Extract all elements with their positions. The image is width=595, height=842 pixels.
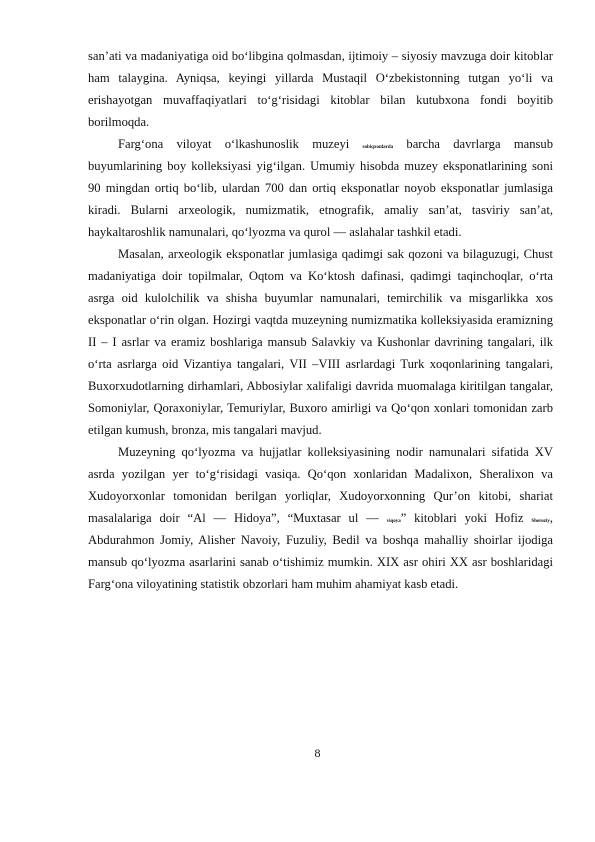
- paragraph-1: san’ati va madaniyatiga oid bo‘libgina qolmasdan, ijtimoiy – siyosiy mavzuga doir kitoblar ham talaygina. Ayniqsa, keyingi yillarda Mustaqil O‘zbekistonning tutgan yo‘li va erishayotgan muvaffaqiyatlari to‘g‘risidagi kitoblar bilan kutubxona fondi boyitib borilmoqda.: [88, 49, 553, 129]
- page-body: [88, 45, 553, 595]
- paragraph-2-text-a: Farg‘ona viloyat o‘lkashunoslik muzeyi: [118, 137, 363, 151]
- paragraph-4-text-a: Muzeyning qo‘lyozma va hujjatlar kolleksiyasining nodir namunalari sifatida XV asrda yozilgan yer to‘g‘risidagi vasiqa. Qo‘qon xonlaridan Madalixon, Sheralixon va Xudoyorxonlar tomonidan berilgan yorliqlar, Xudoyorxonning Qur’on kitobi, shariat masalalariga doir “Al — Hidoya”, “Muxtasar ul —: [88, 445, 553, 525]
- paragraph-4-small-word-2: Sheroziy: [531, 519, 550, 524]
- paragraph-2-text-b: barcha davrlarga mansub buyumlarining boy kolleksiyasi yig‘ilgan. Umumiy hisobda muzey eksponatlarining soni 90 mingdan ortiq bo‘lib, ulardan 700 dan ortiq eksponatlar noyob eksponatlar jumlasiga kiradi. Bularni arxeologik, numizmatik, etnografik, amaliy san’at, tasviriy san’at, haykaltaroshlik namunalari, qo‘lyozma va qurol — aslahalar tashkil etadi.: [88, 137, 553, 239]
- paragraph-3: Masalan, arxeologik eksponatlar jumlasiga qadimgi sak qozoni va bilaguzugi, Chust madaniyatiga doir topilmalar, Oqtom va Ko‘ktosh dafinasi, qadimgi taqinchoqlar, o‘rta asrga oid kulolchilik va shisha buyumlar namunalari, temirchilik va misgarlikka xos eksponatlar o‘rin olgan. Hozirgi vaqtda muzeyning numizmatika kolleksiyasida eramizning II – I asrlar va eramiz boshlariga mansub Salavkiy va Kushonlar davrining tangalari, ilk o‘rta asrlarga oid Vizantiya tangalari, VII –VIII asrlardagi Turk xoqonlarining tangalari, Buxorxudotlarning dirhamlari, Abbosiylar xalifaligi davrida muomalaga kiritilgan tangalar, Somoniylar, Qoraxoniylar, Temuriylar, Buxoro amirligi va Qo‘qon xonlari tomonidan zarb etilgan kumush, bronza, mis tangalari mavjud.: [88, 247, 553, 437]
- paragraph-2: [88, 133, 553, 243]
- paragraph-4-text-c: , Abdurahmon Jomiy, Alisher Navoiy, Fuzuliy, Bedil va boshqa mahalliy shoirlar ijodiga mansub qo‘lyozma asarlarini sanab o‘tishimiz mumkin. XIX asr ohiri XX asr boshlaridagi Farg‘ona viloyatining statistik obzorlari ham muhim ahamiyat kasb etadi.: [88, 511, 553, 591]
- paragraph-2-small-word: sobiqxonlarda: [362, 145, 394, 150]
- paragraph-4-small-word-1: viqoya: [386, 519, 401, 524]
- paragraph-4: [88, 441, 553, 595]
- page-number: 8: [314, 746, 321, 760]
- paragraph-4-text-b: ” kitoblari yoki Hofiz: [400, 511, 532, 525]
